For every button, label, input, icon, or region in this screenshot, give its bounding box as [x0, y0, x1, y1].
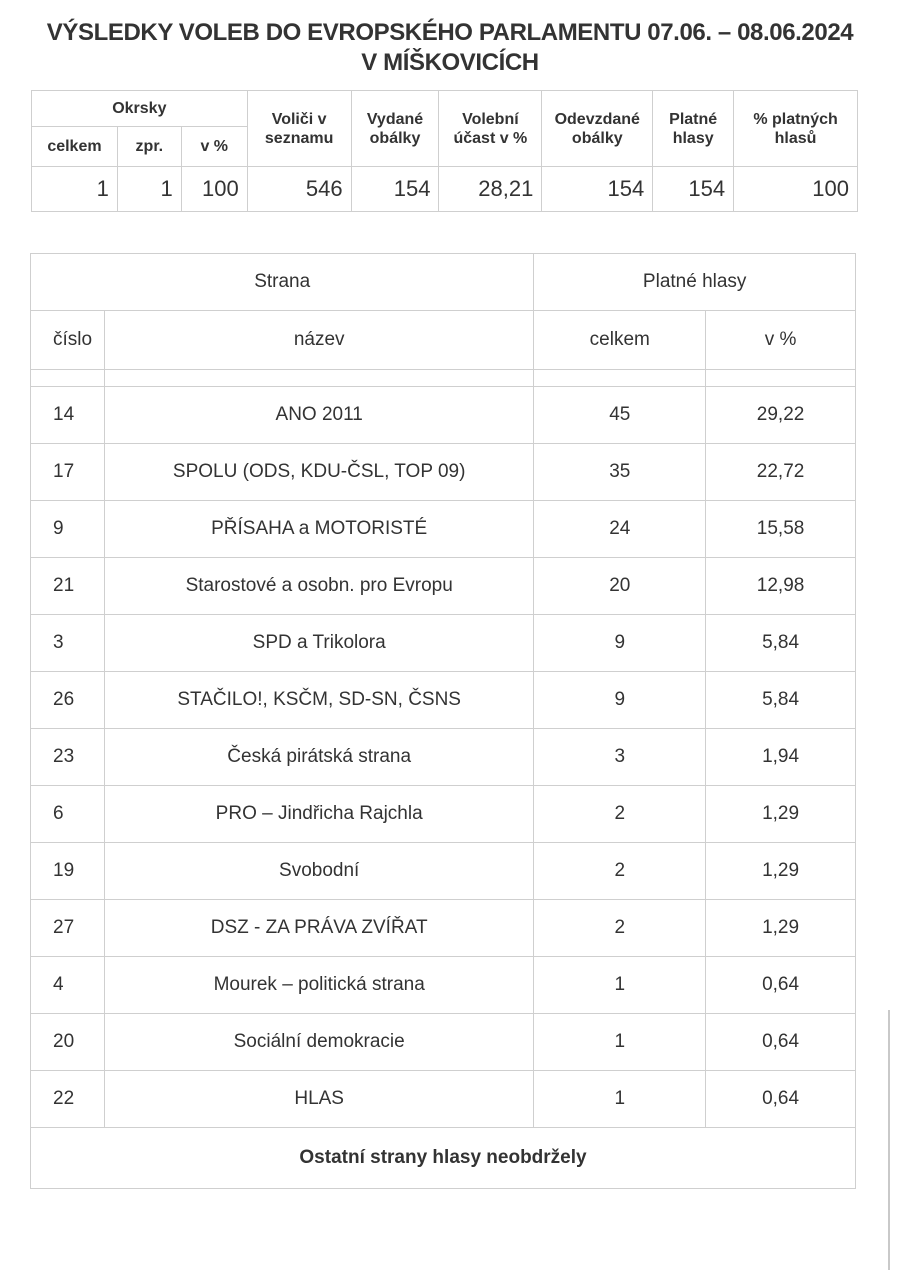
party-number: 26	[31, 672, 105, 729]
table-row	[31, 558, 856, 615]
header-platne-hlasy: Platné hlasy	[534, 254, 856, 311]
title-line-2: V MÍŠKOVICÍCH	[361, 49, 539, 76]
header-platne: Platné hlasy	[653, 91, 734, 167]
table-row	[31, 615, 856, 672]
party-votes: 45	[534, 387, 706, 444]
header-nazev: název	[104, 311, 533, 370]
table-row	[31, 1071, 856, 1128]
value-celkem: 1	[32, 167, 118, 212]
table-row	[31, 387, 856, 444]
table-row	[31, 786, 856, 843]
party-percent: 1,29	[706, 843, 856, 900]
party-name: Mourek – politická strana	[104, 957, 533, 1014]
table-row	[31, 501, 856, 558]
value-v-pct: 100	[181, 167, 247, 212]
party-name: HLAS	[104, 1071, 533, 1128]
party-name: PRO – Jindřicha Rajchla	[104, 786, 533, 843]
party-name: Česká pirátská strana	[104, 729, 533, 786]
summary-table	[31, 90, 858, 212]
party-percent: 29,22	[706, 387, 856, 444]
header-results-celkem: celkem	[534, 311, 706, 370]
party-votes: 20	[534, 558, 706, 615]
party-percent: 1,29	[706, 900, 856, 957]
header-volici: Voliči v seznamu	[247, 91, 351, 167]
party-votes: 9	[534, 615, 706, 672]
document-title	[0, 18, 900, 78]
party-number: 20	[31, 1014, 105, 1071]
value-volici: 546	[247, 167, 351, 212]
party-votes: 24	[534, 501, 706, 558]
header-results-v-pct: v %	[706, 311, 856, 370]
party-name: Svobodní	[104, 843, 533, 900]
value-ucast: 28,21	[439, 167, 542, 212]
party-number: 4	[31, 957, 105, 1014]
party-percent: 22,72	[706, 444, 856, 501]
party-number: 21	[31, 558, 105, 615]
header-strana: Strana	[31, 254, 534, 311]
party-name: PŘÍSAHA a MOTORISTÉ	[104, 501, 533, 558]
party-number: 6	[31, 786, 105, 843]
value-pct-platnych: 100	[734, 167, 858, 212]
party-votes: 2	[534, 843, 706, 900]
header-ucast: Volební účast v %	[439, 91, 542, 167]
table-row	[31, 900, 856, 957]
party-percent: 1,94	[706, 729, 856, 786]
party-number: 3	[31, 615, 105, 672]
party-percent: 0,64	[706, 957, 856, 1014]
party-name: Starostové a osobn. pro Evropu	[104, 558, 533, 615]
party-number: 27	[31, 900, 105, 957]
footer-note: Ostatní strany hlasy neobdržely	[31, 1128, 856, 1189]
party-name: SPOLU (ODS, KDU-ČSL, TOP 09)	[104, 444, 533, 501]
party-number: 17	[31, 444, 105, 501]
table-row	[31, 1014, 856, 1071]
table-row	[31, 957, 856, 1014]
party-votes: 1	[534, 1071, 706, 1128]
party-votes: 35	[534, 444, 706, 501]
party-name: STAČILO!, KSČM, SD-SN, ČSNS	[104, 672, 533, 729]
party-percent: 5,84	[706, 615, 856, 672]
party-percent: 5,84	[706, 672, 856, 729]
party-votes: 2	[534, 786, 706, 843]
results-table	[30, 253, 856, 1189]
party-votes: 2	[534, 900, 706, 957]
header-vydane: Vydané obálky	[351, 91, 439, 167]
party-percent: 1,29	[706, 786, 856, 843]
header-v-pct: v %	[181, 127, 247, 167]
party-number: 22	[31, 1071, 105, 1128]
party-number: 14	[31, 387, 105, 444]
party-name: DSZ - ZA PRÁVA ZVÍŘAT	[104, 900, 533, 957]
header-okrsky: Okrsky	[32, 91, 248, 127]
party-name: Sociální demokracie	[104, 1014, 533, 1071]
party-percent: 0,64	[706, 1071, 856, 1128]
header-pct-platnych: % platných hlasů	[734, 91, 858, 167]
header-celkem: celkem	[32, 127, 118, 167]
value-zpr: 1	[117, 167, 181, 212]
party-percent: 15,58	[706, 501, 856, 558]
party-number: 9	[31, 501, 105, 558]
party-name: SPD a Trikolora	[104, 615, 533, 672]
party-votes: 1	[534, 957, 706, 1014]
party-votes: 9	[534, 672, 706, 729]
header-zpr: zpr.	[117, 127, 181, 167]
value-odevzdane: 154	[542, 167, 653, 212]
party-number: 23	[31, 729, 105, 786]
value-vydane: 154	[351, 167, 439, 212]
party-percent: 12,98	[706, 558, 856, 615]
title-line-1: VÝSLEDKY VOLEB DO EVROPSKÉHO PARLAMENTU 07.06. – 08.06.2024	[46, 19, 854, 46]
party-percent: 0,64	[706, 1014, 856, 1071]
result-rows	[31, 387, 856, 1128]
party-votes: 1	[534, 1014, 706, 1071]
table-row	[31, 444, 856, 501]
table-row	[31, 729, 856, 786]
table-row	[31, 843, 856, 900]
party-number: 19	[31, 843, 105, 900]
value-platne: 154	[653, 167, 734, 212]
header-odevzdane: Odevzdané obálky	[542, 91, 653, 167]
party-name: ANO 2011	[104, 387, 533, 444]
table-row	[31, 672, 856, 729]
page-edge-line	[888, 1010, 890, 1270]
party-votes: 3	[534, 729, 706, 786]
header-cislo: číslo	[31, 311, 105, 370]
